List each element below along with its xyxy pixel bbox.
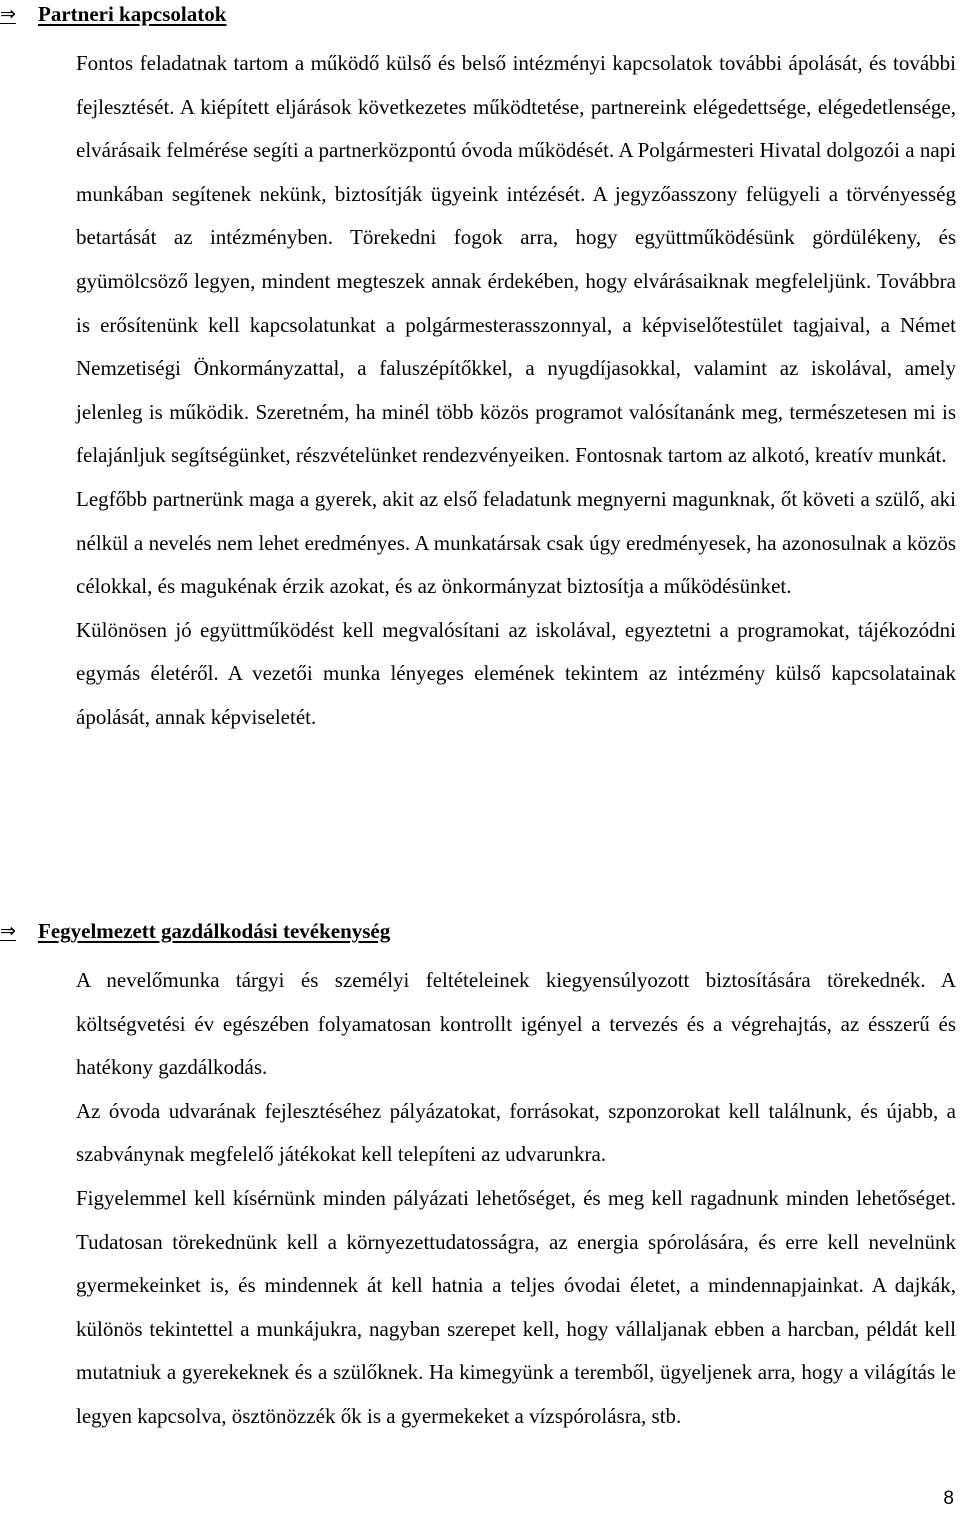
section-partneri-kapcsolatok xyxy=(0,0,960,740)
section-title: Partneri kapcsolatok xyxy=(38,1,227,26)
paragraph: Fontos feladatnak tartom a működő külső és belső intézményi kapcsolatok további ápolását, és további fejlesztését. A kiépített eljárások következetes működtetése, partnereink elégedettsége, elégedetlensége, elvárásaik felmérése segíti a partnerközpontú óvoda működését. A Polgármesteri Hivatal dolgozói a napi munkában segítenek nekünk, biztosítják ügyeink intézését. A jegyzőasszony felügyeli a törvényesség betartását az intézményben. Törekedni fogok arra, hogy együttműködésünk gördülékeny, és gyümölcsöző legyen, mindent megteszek annak érdekében, hogy elvárásaiknak megfeleljünk. Továbbra is erősítenünk kell kapcsolatunkat a polgármesterasszonnyal, a képviselőtestület tagjaival, a Német Nemzetiségi Önkormányzattal, a faluszépítőkkel, a nyugdíjasokkal, valamint az iskolával, amely jelenleg is működik. Szeretném, ha minél több közös programot valósítanánk meg, természetesen mi is felajánljuk segítségünket, részvételünket rendezvényeiken. Fontosnak tartom az alkotó, kreatív munkát. xyxy=(76,51,956,468)
paragraph: Legfőbb partnerünk maga a gyerek, akit az első feladatunk megnyerni magunknak, őt követi a szülő, aki nélkül a nevelés nem lehet eredményes. A munkatársak csak úgy eredményesek, ha azonosulnak a közös célokkal, és magukénak érzik azokat, és az önkormányzat biztosítja a működésünket. xyxy=(76,486,956,599)
right-double-arrow-icon: ⇒ xyxy=(0,3,16,25)
paragraph: Az óvoda udvarának fejlesztéséhez pályázatokat, forrásokat, szponzorokat kell találnunk, és újabb, a szabványnak megfelelő játékokat kell telepíteni az udvarunkra. xyxy=(76,1098,956,1167)
section-content xyxy=(0,959,960,1439)
section-title: Fegyelmezett gazdálkodási tevékenység xyxy=(38,918,391,943)
paragraph: Különösen jó együttműködést kell megvalósítani az iskolával, egyeztetni a programokat, tájékozódni egymás életéről. A vezetői munka lényeges elemének tekintem az intézmény külső kapcsolatainak ápolását, annak képviseletét. xyxy=(76,617,956,729)
section-heading xyxy=(0,916,960,946)
page-number: 8 xyxy=(943,1488,954,1509)
section-content xyxy=(0,42,960,740)
section-fegyelmezett-gazdalkodas xyxy=(0,916,960,1439)
section-heading xyxy=(0,0,960,29)
paragraph: A nevelőmunka tárgyi és személyi feltételeinek kiegyensúlyozott biztosítására törekednék. A költségvetési év egészében folyamatosan kontrollt igényel a tervezés és a végrehajtás, az ésszerű és hatékony gazdálkodás. xyxy=(76,968,956,1080)
paragraph: Figyelemmel kell kísérnünk minden pályázati lehetőséget, és meg kell ragadnunk minden lehetőséget. Tudatosan törekednünk kell a környezettudatosságra, az energia spórolására, és erre kell nevelnünk gyermekeinket is, és mindennek át kell hatnia a teljes óvodai életet, a mindennapjainkat. A dajkák, különös tekintettel a munkájukra, nagyban szerepet kell, hogy vállaljanak ebben a harcban, példát kell mutatniuk a gyerekeknek és a szülőknek. Ha kimegyünk a teremből, ügyeljenek arra, hogy a világítás le legyen kapcsolva, ösztönözzék ők is a gyermekeket a vízspórolásra, stb. xyxy=(76,1185,956,1428)
right-double-arrow-icon: ⇒ xyxy=(0,920,16,942)
